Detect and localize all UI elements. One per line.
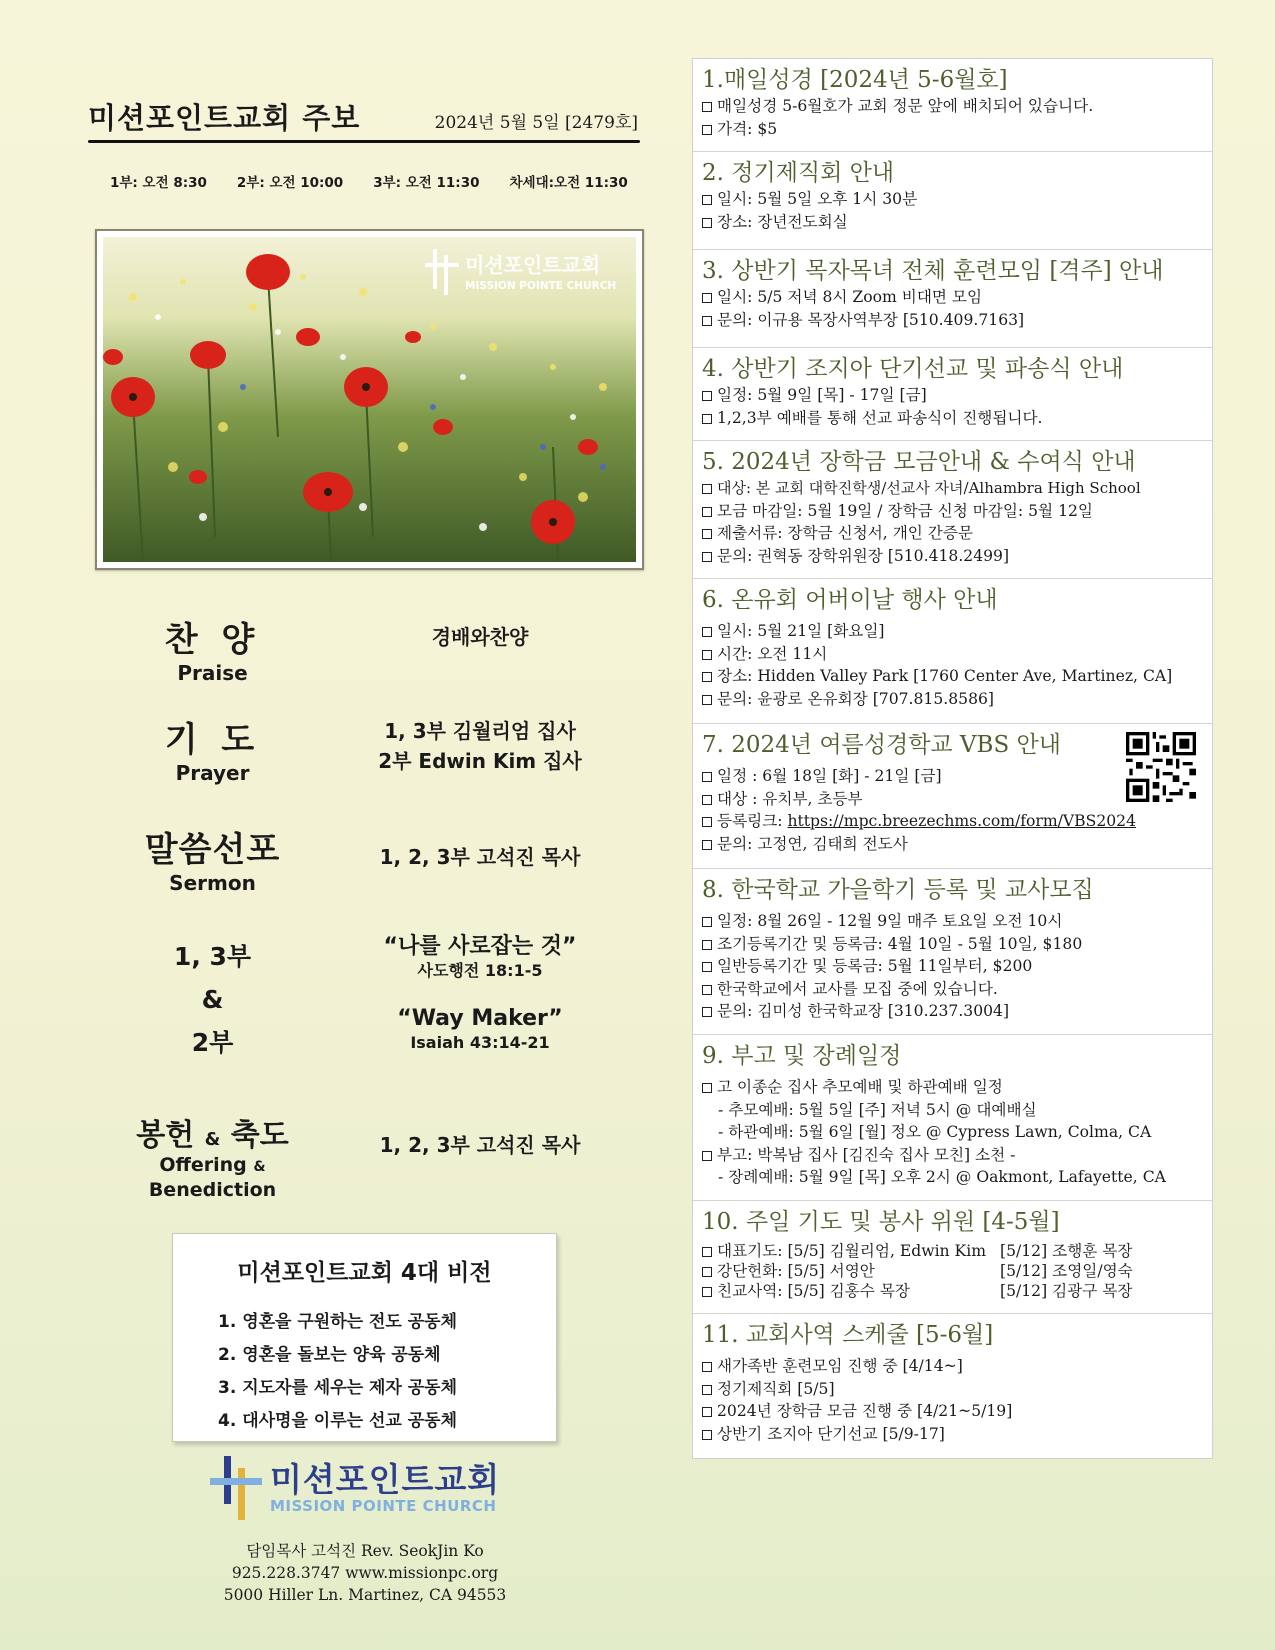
notice-title: 3. 상반기 목자목녀 전체 훈련모임 [격주] 안내 [702, 258, 1164, 284]
notice-line: 일시: 5/5 저녁 8시 Zoom 비대면 모임 [702, 286, 1202, 309]
checkbox-icon [702, 1083, 712, 1093]
checkbox-icon [702, 293, 712, 303]
notice-line: 강단헌화: [5/5] 서영안 [5/12] 조영일/영숙 [702, 1261, 1202, 1281]
checkbox-icon [702, 1407, 712, 1417]
vbs-registration-link[interactable]: https://mpc.breezechms.com/form/VBS2024 [787, 812, 1137, 830]
checkbox-icon [702, 391, 712, 401]
notice-line: 대상 : 유치부, 초등부 [702, 788, 1202, 811]
sermon-english: Sermon [169, 871, 256, 895]
notice-line: 대표기도: [5/5] 김월리엄, Edwin Kim [5/12] 조행훈 목장 [702, 1241, 1202, 1261]
vision-box [172, 1233, 557, 1442]
vision-item-2: 2. 영혼을 돌보는 양육 공동체 [218, 1345, 441, 1365]
notice-line: 조기등록기간 및 등록금: 4월 10일 - 5월 10일, $180 [702, 933, 1202, 956]
notice-title: 6. 온유회 어버이날 행사 안내 [702, 587, 998, 613]
service-times [110, 171, 650, 191]
checkbox-icon [702, 627, 712, 637]
notice-line: 제출서류: 장학금 신청서, 개인 간증문 [702, 522, 1202, 545]
offering-english-amp: & [253, 1159, 266, 1175]
checkbox-icon [702, 1151, 712, 1161]
qr-code-icon[interactable] [1126, 732, 1196, 802]
notice-11 [693, 1314, 1212, 1459]
notice-line: 일정: 8월 26일 - 12월 9일 매주 토요일 오전 10시 [702, 910, 1202, 933]
cross-icon [210, 1454, 266, 1524]
checkbox-icon [702, 1385, 712, 1395]
offering-korean: 봉헌 [136, 1118, 195, 1153]
benediction-korean: 축도 [230, 1118, 289, 1153]
notice-title: 10. 주일 기도 및 봉사 위원 [4-5월] [702, 1209, 1060, 1235]
vision-list [218, 1307, 556, 1439]
checkbox-icon [702, 1287, 712, 1297]
vision-item-4: 4. 대사명을 이루는 선교 공동체 [218, 1411, 458, 1431]
notice-line: 새가족반 훈련모임 진행 중 [4/14~] [702, 1355, 1202, 1378]
checkbox-icon [702, 817, 712, 827]
notice-line: 친교사역: [5/5] 김홍수 목장 [5/12] 김광구 목장 [702, 1281, 1202, 1301]
notice-subline: - 하관예배: 5월 6일 [월] 정오 @ Cypress Lawn, Colma, CA [718, 1123, 1152, 1141]
benediction-english: Benediction [148, 1179, 277, 1201]
notice-line: 일시: 5월 5일 오후 1시 30분 [702, 188, 1202, 211]
notice-1 [693, 59, 1212, 152]
notice-line: 문의: 권혁동 장학위원장 [510.418.2499] [702, 545, 1202, 568]
praise-korean: 찬 양 [164, 620, 261, 660]
checkbox-icon [702, 484, 712, 494]
notice-line: 장소: 장년전도회실 [702, 211, 1202, 234]
praise-detail: 경배와찬양 [431, 625, 529, 649]
notice-9 [693, 1035, 1212, 1201]
notice-line: 문의: 이규용 목장사역부장 [510.409.7163] [702, 309, 1202, 332]
prayer-detail-2: 2부 Edwin Kim 집사 [378, 749, 582, 773]
service-time-2: 2부: 오전 10:00 [236, 175, 344, 191]
address: 5000 Hiller Ln. Martinez, CA 94553 [223, 1586, 507, 1604]
prayer-english: Prayer [175, 761, 250, 785]
notice-line: 시간: 오전 11시 [702, 643, 1202, 666]
checkbox-icon [702, 672, 712, 682]
notice-line: 한국학교에서 교사를 모집 중에 있습니다. [702, 978, 1202, 1001]
notice-title: 8. 한국학교 가을학기 등록 및 교사모집 [702, 877, 1094, 903]
notice-title: 4. 상반기 조지아 단기선교 및 파송식 안내 [702, 356, 1124, 382]
checkbox-icon [702, 940, 712, 950]
checkbox-icon [702, 917, 712, 927]
checkbox-icon [702, 695, 712, 705]
title-divider [88, 140, 640, 143]
notice-line: 문의: 윤광로 온유회장 [707.815.8586] [702, 688, 1202, 711]
photo-logo-korean: 미션포인트교회 [465, 253, 601, 277]
sermon-scripture-1: 사도행전 18:1-5 [417, 961, 543, 980]
prayer-korean: 기 도 [164, 720, 261, 760]
pastor-name: 담임목사 고석진 Rev. SeokJin Ko [246, 1542, 484, 1560]
bulletin-title: 미션포인트교회 주보 [88, 101, 361, 135]
notices-panel [692, 58, 1213, 1459]
photo-logo-english: MISSION POINTE CHURCH [465, 280, 617, 292]
checkbox-icon [702, 218, 712, 228]
flower-photo [103, 237, 636, 562]
notice-line: 일시: 5월 21일 [화요일] [702, 620, 1202, 643]
sermon-korean: 말씀선포 [144, 830, 281, 870]
notice-2 [693, 152, 1212, 250]
notice-line: 문의: 김미성 한국학교장 [310.237.3004] [702, 1000, 1202, 1023]
notice-line: 일정: 5월 9일 [목] - 17일 [금] [702, 384, 1202, 407]
service-time-1: 1부: 오전 8:30 [110, 175, 207, 191]
notice-line: 2024년 장학금 모금 진행 중 [4/21~5/19] [702, 1400, 1202, 1423]
vision-item-3: 3. 지도자를 세우는 제자 공동체 [218, 1378, 458, 1398]
notice-7 [693, 724, 1212, 869]
offering-detail: 1, 2, 3부 고석진 목사 [379, 1133, 581, 1157]
notice-8 [693, 869, 1212, 1035]
bulletin-date: 2024년 5월 5일 [2479호] [434, 113, 638, 133]
checkbox-icon [702, 1007, 712, 1017]
parts-label-1: 1, 3부 [173, 942, 252, 971]
sermon-title-1: “나를 사로잡는 것” [383, 934, 577, 959]
offering-amp: & [204, 1129, 221, 1150]
checkbox-icon [702, 650, 712, 660]
logo-english: MISSION POINTE CHURCH [270, 1497, 497, 1515]
notice-line: 문의: 고정연, 김태희 전도사 [702, 833, 1202, 856]
notice-line: 가격: $5 [702, 118, 1202, 141]
flower-photo-frame [95, 229, 644, 570]
checkbox-icon [702, 1430, 712, 1440]
sermon-scripture-2: Isaiah 43:14-21 [410, 1033, 550, 1052]
notice-10 [693, 1201, 1212, 1314]
checkbox-icon [702, 316, 712, 326]
checkbox-icon [702, 125, 712, 135]
notice-line: 정기제직회 [5/5] [702, 1378, 1202, 1401]
checkbox-icon [702, 102, 712, 112]
notice-title: 1.매일성경 [2024년 5-6월호] [702, 67, 1008, 93]
service-time-3: 3부: 오전 11:30 [373, 175, 480, 191]
notice-title: 7. 2024년 여름성경학교 VBS 안내 [702, 732, 1061, 758]
vision-item-1: 1. 영혼을 구원하는 전도 공동체 [218, 1312, 458, 1332]
notice-line: 부고: 박복남 집사 [김진숙 집사 모친] 소천 - [702, 1144, 1202, 1167]
contact-info [200, 1540, 530, 1606]
checkbox-icon [702, 840, 712, 850]
vision-title: 미션포인트교회 4대 비전 [237, 1260, 492, 1286]
notice-line: 모금 마감일: 5월 19일 / 장학금 신청 마감일: 5월 12일 [702, 500, 1202, 523]
checkbox-icon [702, 772, 712, 782]
notice-line: 일반등록기간 및 등록금: 5월 11일부터, $200 [702, 955, 1202, 978]
praise-english: Praise [177, 661, 248, 685]
sermon-title-2: “Way Maker” [397, 1006, 563, 1031]
notice-3 [693, 250, 1212, 348]
checkbox-icon [702, 507, 712, 517]
logo-korean: 미션포인트교회 [270, 1460, 501, 1499]
checkbox-icon [702, 962, 712, 972]
notice-line: 1,2,3부 예배를 통해 선교 파송식이 진행됩니다. [702, 407, 1202, 430]
notice-line: 대상: 본 교회 대학진학생/선교사 자녀/Alhambra High School [702, 477, 1202, 500]
sermon-detail: 1, 2, 3부 고석진 목사 [379, 845, 581, 869]
notice-4 [693, 348, 1212, 441]
notice-line: 장소: Hidden Valley Park [1760 Center Ave, Martinez, CA] [702, 665, 1202, 688]
checkbox-icon [702, 985, 712, 995]
checkbox-icon [702, 1247, 712, 1257]
checkbox-icon [702, 552, 712, 562]
notice-5 [693, 441, 1212, 579]
notice-line: 매일성경 5-6월호가 교회 정문 앞에 배치되어 있습니다. [702, 95, 1202, 118]
church-logo [210, 1454, 510, 1526]
checkbox-icon [702, 529, 712, 539]
notice-line: 상반기 조지아 단기선교 [5/9-17] [702, 1423, 1202, 1446]
notice-6 [693, 579, 1212, 724]
notice-title: 11. 교회사역 스케줄 [5-6월] [702, 1322, 994, 1348]
bulletin-header [88, 96, 640, 144]
checkbox-icon [702, 795, 712, 805]
prayer-detail-1: 1, 3부 김월리엄 집사 [384, 719, 576, 743]
notice-line: 고 이종순 집사 추모예배 및 하관예배 일정 [702, 1076, 1202, 1099]
checkbox-icon [702, 1362, 712, 1372]
notice-subline: - 장례예배: 5월 9일 [목] 오후 2시 @ Oakmont, Lafayette, CA [718, 1168, 1166, 1186]
parts-label-2: 2부 [191, 1028, 234, 1057]
service-time-youth: 차세대:오전 11:30 [509, 175, 628, 191]
notice-title: 2. 정기제직회 안내 [702, 160, 895, 186]
parts-label-amp: & [201, 985, 224, 1014]
notice-line: 등록링크: https://mpc.breezechms.com/form/VBS2024 [702, 810, 1202, 833]
phone-website: 925.228.3747 www.missionpc.org [231, 1564, 499, 1582]
checkbox-icon [702, 1267, 712, 1277]
offering-english: Offering [159, 1154, 247, 1176]
notice-line: 일정 : 6월 18일 [화] - 21일 [금] [702, 765, 1202, 788]
notice-title: 5. 2024년 장학금 모금안내 & 수여식 안내 [702, 449, 1136, 475]
checkbox-icon [702, 414, 712, 424]
checkbox-icon [702, 195, 712, 205]
notice-title: 9. 부고 및 장례일정 [702, 1043, 902, 1069]
notice-subline: - 추모예배: 5월 5일 [주] 저녁 5시 @ 대예배실 [718, 1100, 1037, 1119]
